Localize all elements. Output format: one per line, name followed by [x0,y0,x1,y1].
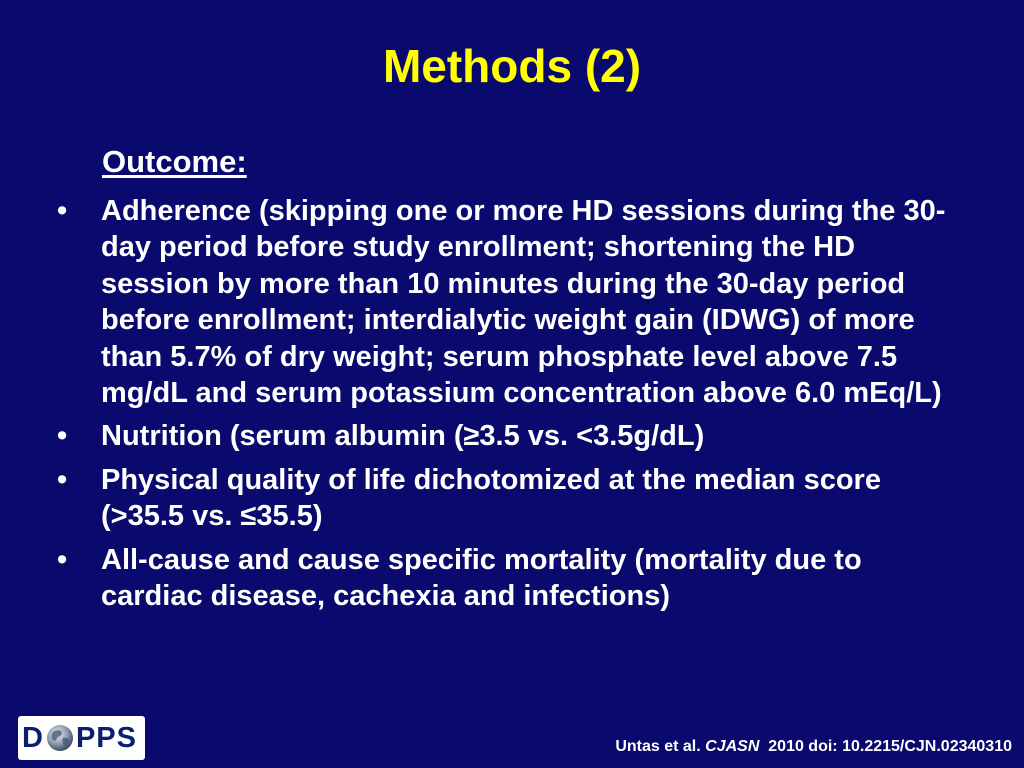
bullet-text: Physical quality of life dichotomized at the median score (>35.5 vs. ≤35.5) [101,463,881,533]
bullet-text: Nutrition (serum albumin (≥3.5 vs. <3.5g/dL) [101,420,705,453]
globe-icon [45,723,75,753]
bullet-item-mortality [0,542,971,615]
bullet-item-nutrition [0,418,971,454]
bullet-icon: • [57,463,68,496]
bullet-icon: • [57,543,68,576]
bullet-item-adherence [0,193,971,411]
citation [615,738,1012,756]
bullet-icon: • [57,195,68,227]
slide-title: Methods (2) [382,40,642,92]
citation-details: 2010 doi: 10.2215/CJN.02340310 [759,738,1012,755]
citation-authors: Untas et al. [615,738,706,755]
bullet-icon: • [57,420,68,453]
bullet-list [0,193,1024,621]
logo-letters-d: D [22,721,44,754]
bullet-text: Adherence (skipping one or more HD sessions during the 30-day period before study enrollment; shortening the HD session by more than 10 minutes during the 30-day period before enrollment; interdialytic weight gain (IDWG) of more than 5.7% of dry weight; serum phosphate level above 7.5 mg/dL and serum potassium concentration above 6.0 mEq/L) [101,195,946,410]
dopps-logo [18,716,145,760]
bullet-text: All-cause and cause specific mortality (mortality due to cardiac disease, cachexia and infections) [101,543,862,613]
logo-letters-pps: PPS [75,721,137,754]
citation-journal: CJASN [705,738,760,755]
bullet-item-quality-of-life [0,462,971,535]
outcome-subheading: Outcome: [102,144,247,179]
